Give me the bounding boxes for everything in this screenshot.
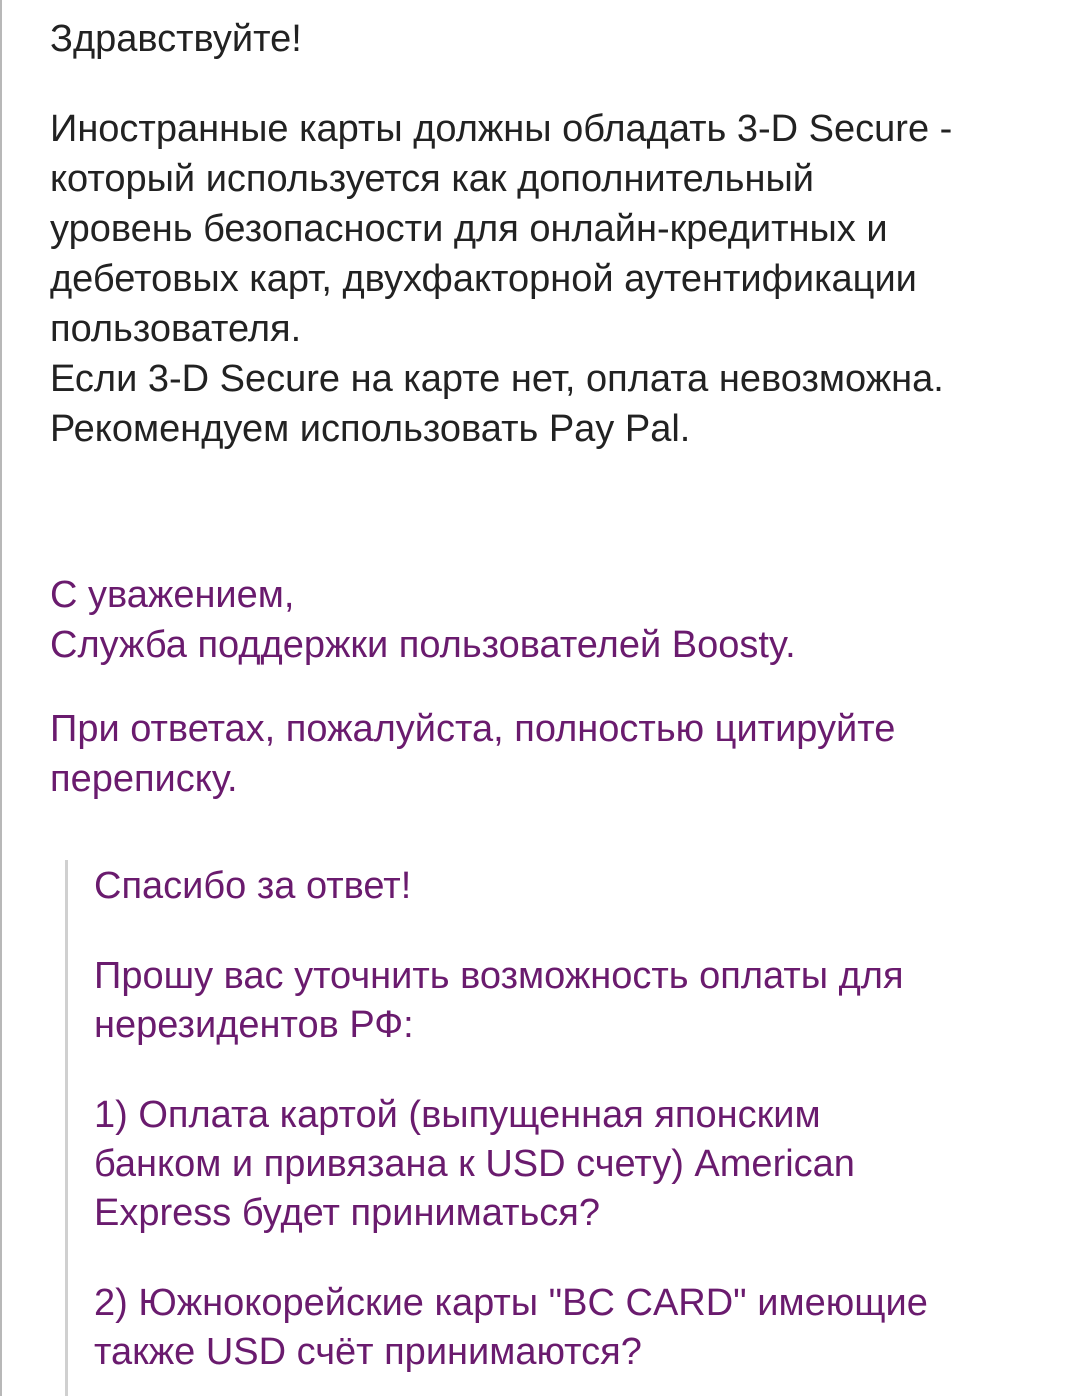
email-reply-body [50, 14, 1060, 804]
signoff-line-1: С уважением, [50, 574, 295, 616]
left-edge-divider [0, 0, 2, 1396]
quoted-q1-line-1: 1) Оплата картой (выпущенная японским [94, 1094, 821, 1136]
body-line-1: Иностранные карты должны обладать 3-D Secure - [50, 108, 953, 150]
greeting: Здравствуйте! [50, 18, 302, 60]
signoff-line-2: Служба поддержки пользователей Boosty. [50, 624, 796, 666]
body-line-4: дебетовых карт, двухфакторной аутентификации [50, 258, 917, 300]
body-line-3: уровень безопасности для онлайн-кредитных и [50, 208, 888, 250]
body-line-2: который используется как дополнительный [50, 158, 815, 200]
body-line-7: Рекомендуем использовать Pay Pal. [50, 408, 691, 450]
quoted-q1-line-2: банком и привязана к USD счету) American [94, 1143, 855, 1185]
quoted-intro-line-2: нерезидентов РФ: [94, 1004, 414, 1046]
quoted-intro-line-1: Прошу вас уточнить возможность оплаты для [94, 955, 904, 997]
quote-note-line-2: переписку. [50, 758, 238, 800]
quoted-q2-line-2: также USD счёт принимаются? [94, 1331, 642, 1373]
quoted-q1-line-3: Express будет приниматься? [94, 1192, 600, 1234]
quoted-message [65, 860, 1058, 1396]
quoted-message-text [94, 862, 1054, 1377]
body-line-5: пользователя. [50, 308, 302, 350]
quoted-thanks: Спасибо за ответ! [94, 865, 412, 907]
quote-note-line-1: При ответах, пожалуйста, полностью цитируйте [50, 708, 896, 750]
body-line-6: Если 3-D Secure на карте нет, оплата невозможна. [50, 358, 944, 400]
quoted-q2-line-1: 2) Южнокорейские карты "BC CARD" имеющие [94, 1282, 928, 1324]
